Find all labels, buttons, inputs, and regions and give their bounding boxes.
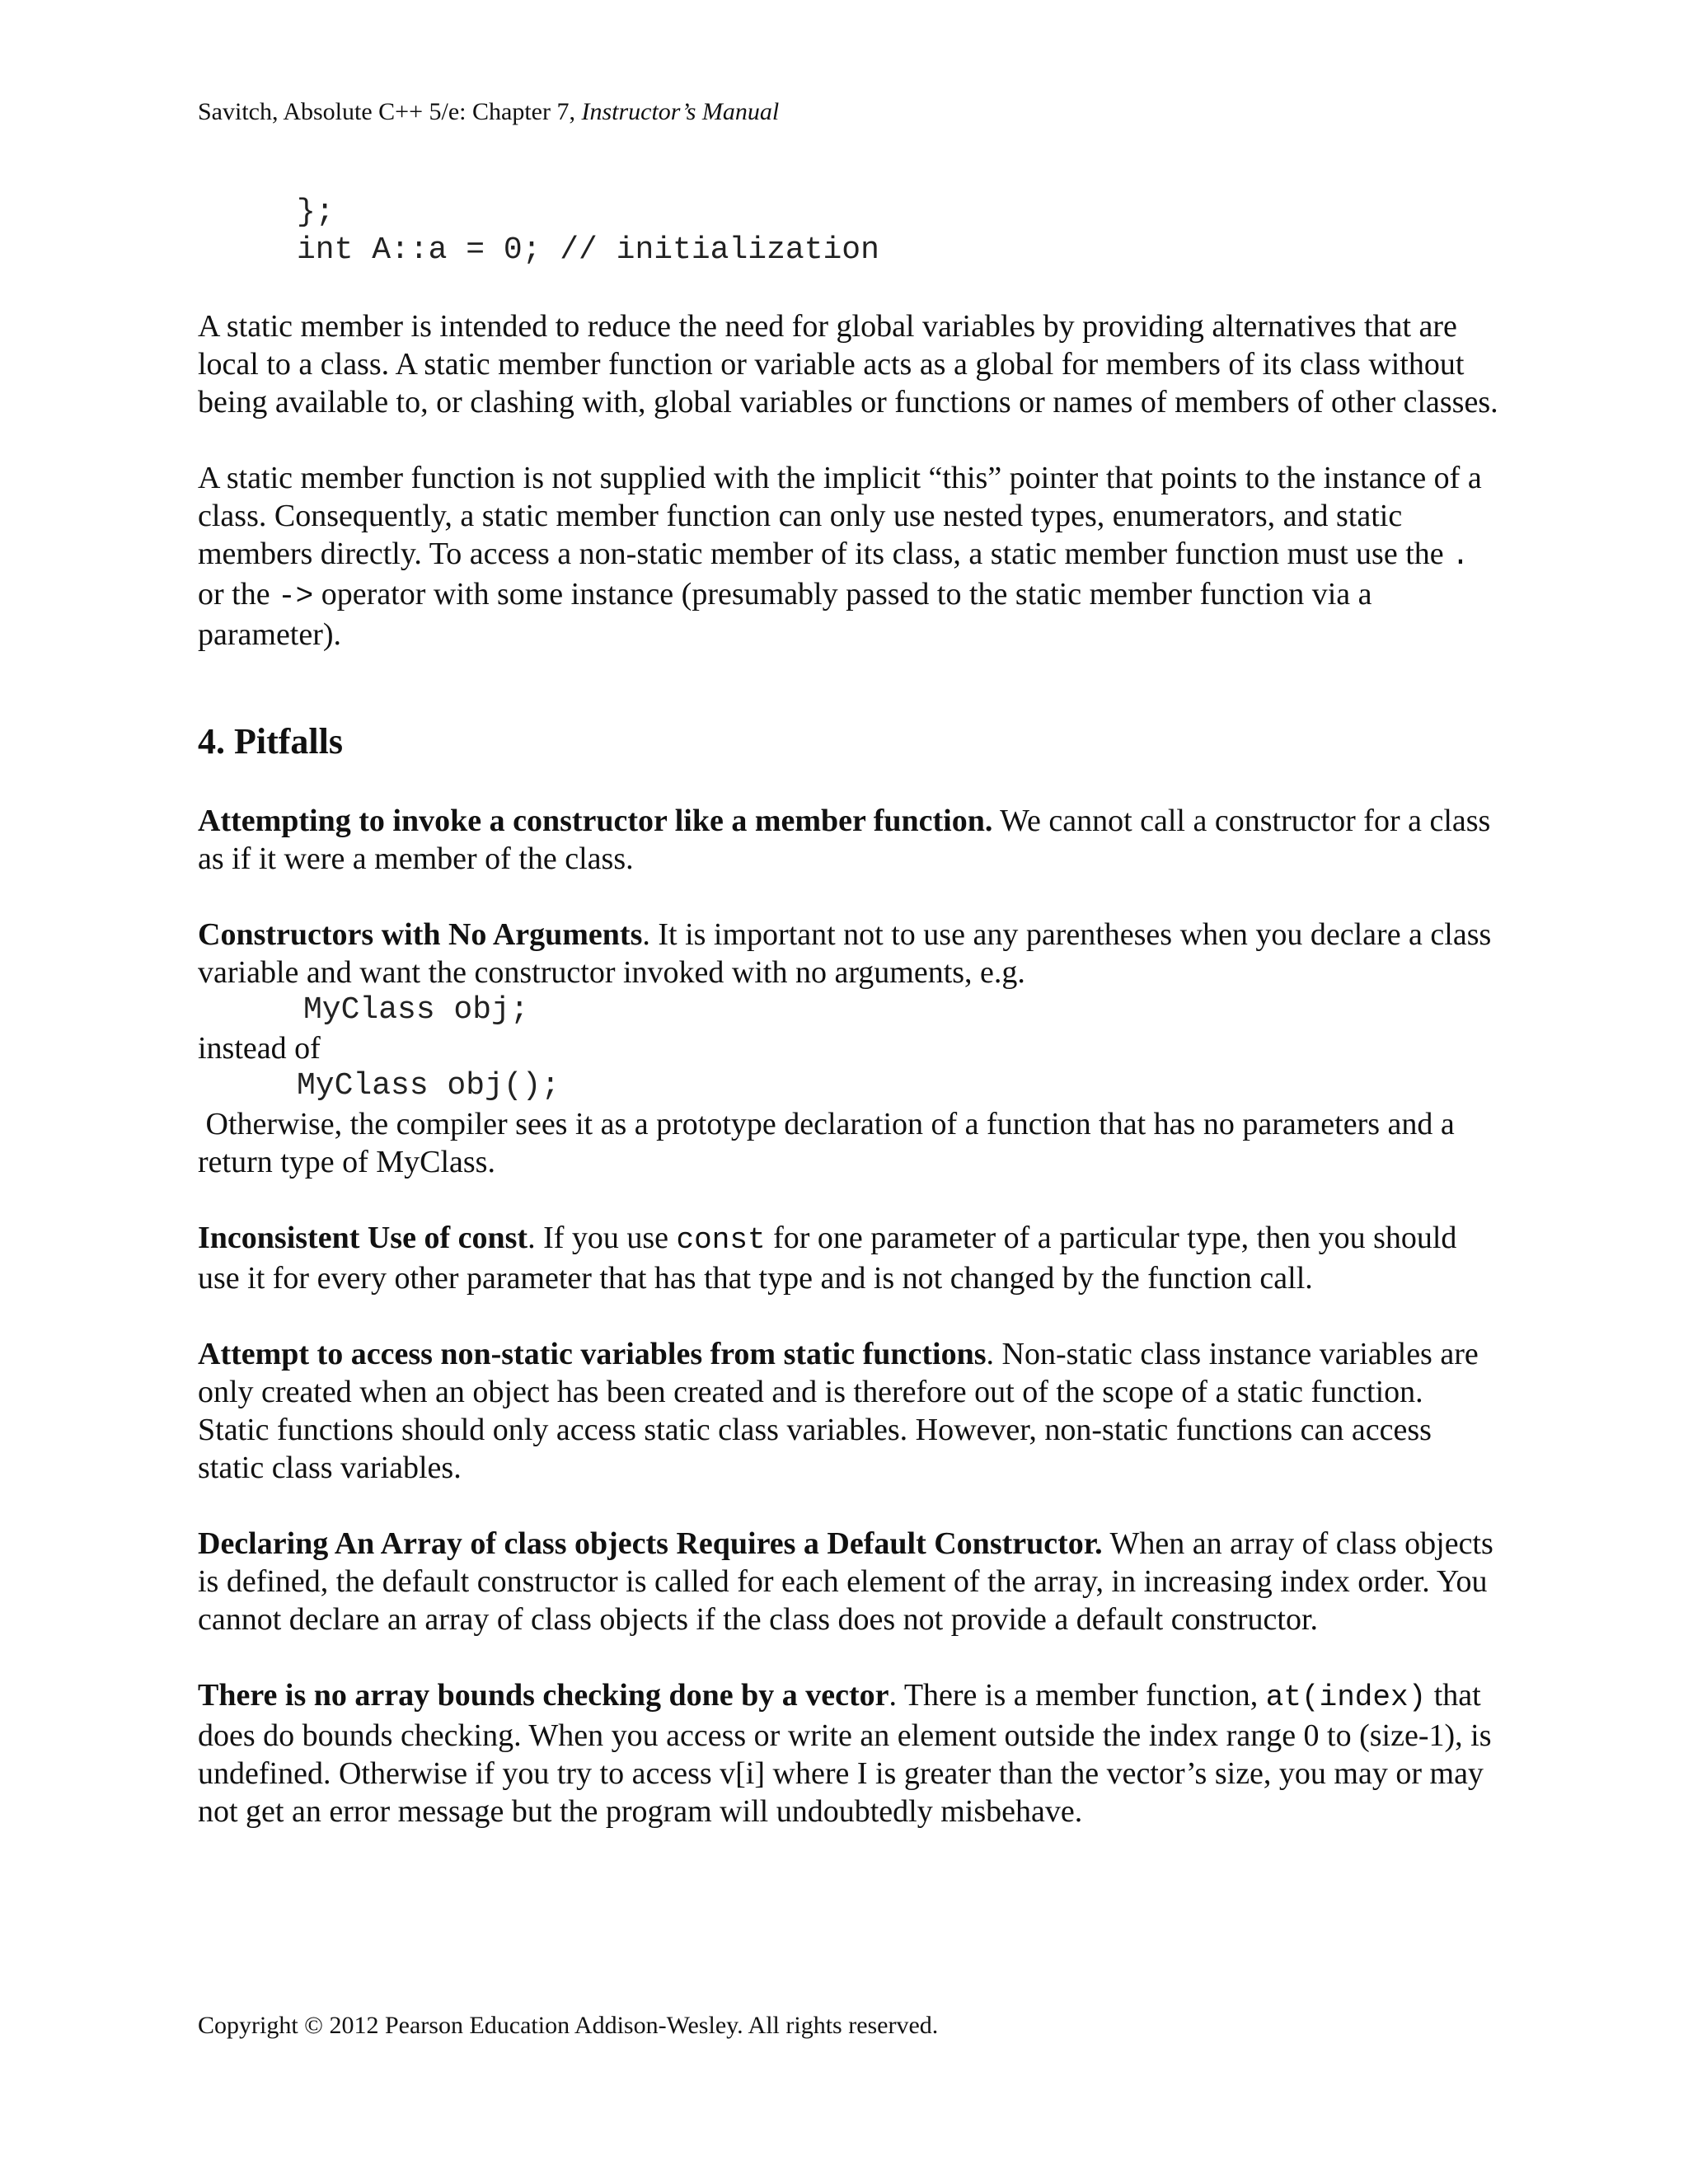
pitfall-no-arguments-title: Constructors with No Arguments: [198, 917, 643, 952]
copyright-footer: Copyright © 2012 Pearson Education Addison-Wesley. All rights reserved.: [198, 2012, 939, 2039]
code-myclass-obj: MyClass obj;: [303, 992, 529, 1028]
code-line-closing-brace: };: [297, 194, 335, 230]
p2-dot-operator: .: [1451, 539, 1470, 573]
p2-text-b: or the: [198, 577, 279, 612]
p2-arrow-operator: ->: [278, 579, 314, 613]
running-header: [198, 97, 779, 127]
paragraph-static-function: [198, 459, 1500, 654]
pitfall-const: [198, 1219, 1500, 1297]
section-heading-pitfalls: 4. Pitfalls: [198, 721, 343, 762]
pitfall-no-arguments-body: . It is important not to use any parentheses when you declare a class variable and want the constructor invoked with no arguments, e.g.: [198, 917, 1492, 990]
paragraph-static-member: A static member is intended to reduce the need for global variables by providing alternatives that are local to a class. A static member function or variable acts as a global for members of its class without being available to, or clashing with, global variables or functions or names of members of other classes.: [198, 309, 1498, 419]
pitfall-vector-bounds: [198, 1676, 1500, 1830]
pitfall-const-title: Inconsistent Use of const: [198, 1221, 528, 1255]
pitfall-static-access: [198, 1335, 1500, 1487]
pitfall-array-default-ctor-body: When an array of class objects is defined, the default constructor is called for each element of the array, in increasing index order. You cannot declare an array of class objects if the class does not provide a default constructor.: [198, 1526, 1493, 1637]
pitfall-array-default-ctor-title: Declaring An Array of class objects Requires a Default Constructor.: [198, 1526, 1103, 1561]
code-line-initialization: int A::a = 0; // initialization: [297, 232, 879, 268]
pitfall-array-default-ctor: [198, 1525, 1500, 1638]
pitfall-constructor-invoke-title: Attempting to invoke a constructor like a member function.: [198, 804, 993, 838]
pitfall-static-access-body: . Non-static class instance variables are only created when an object has been created and is therefore out of the scope of a static function. Static functions should only access static class variables. However, non-static functions can access static class variables.: [198, 1337, 1479, 1485]
pitfall-const-body-a: . If you use: [528, 1221, 677, 1255]
pitfall-no-arguments-after: Otherwise, the compiler sees it as a prototype declaration of a function that has no parameters and a return type of MyClass.: [198, 1107, 1463, 1179]
pitfall-no-arguments: [198, 916, 1500, 991]
pitfall-constructor-invoke-body: We cannot call a constructor for a class as if it were a member of the class.: [198, 804, 1491, 876]
header-italic-title: Instructor’s Manual: [581, 98, 780, 125]
code-myclass-obj-parens: MyClass obj();: [297, 1068, 560, 1104]
header-prefix: Savitch, Absolute C++ 5/e: Chapter 7,: [198, 98, 582, 125]
pitfall-const-keyword: const: [676, 1223, 766, 1257]
pitfall-static-access-title: Attempt to access non-static variables from static functions: [198, 1337, 987, 1371]
page-content: [198, 194, 1500, 1830]
p2-text-a: A static member function is not supplied with the implicit “this” pointer that points to the instance of a class. Consequently, a static member function can only use nested types, enumerators, and static members directly. To access a non-static member of its class, a static member function must use the: [198, 461, 1482, 571]
pitfall-constructor-invoke: [198, 802, 1500, 878]
p2-text-c: operator with some instance (presumably passed to the static member function via a parameter).: [198, 577, 1372, 652]
pitfall-vector-at-function: at(index): [1265, 1680, 1427, 1714]
pitfall-vector-bounds-body-b: that does do bounds checking. When you access or write an element outside the index range 0 to (size-1), is undefined. Otherwise if you try to access v[i] where I is greater than the vector’s size, you may or may not get an error message but the program will undoubtedly misbehave.: [198, 1678, 1492, 1829]
pitfall-vector-bounds-title: There is no array bounds checking done by a vector: [198, 1678, 889, 1713]
pitfall-vector-bounds-body-a: . There is a member function,: [889, 1678, 1266, 1713]
pitfall-const-body-b: for one parameter of a particular type, then you should use it for every other parameter that has that type and is not changed by the function call.: [198, 1221, 1457, 1296]
instead-of-text: instead of: [198, 1031, 321, 1066]
